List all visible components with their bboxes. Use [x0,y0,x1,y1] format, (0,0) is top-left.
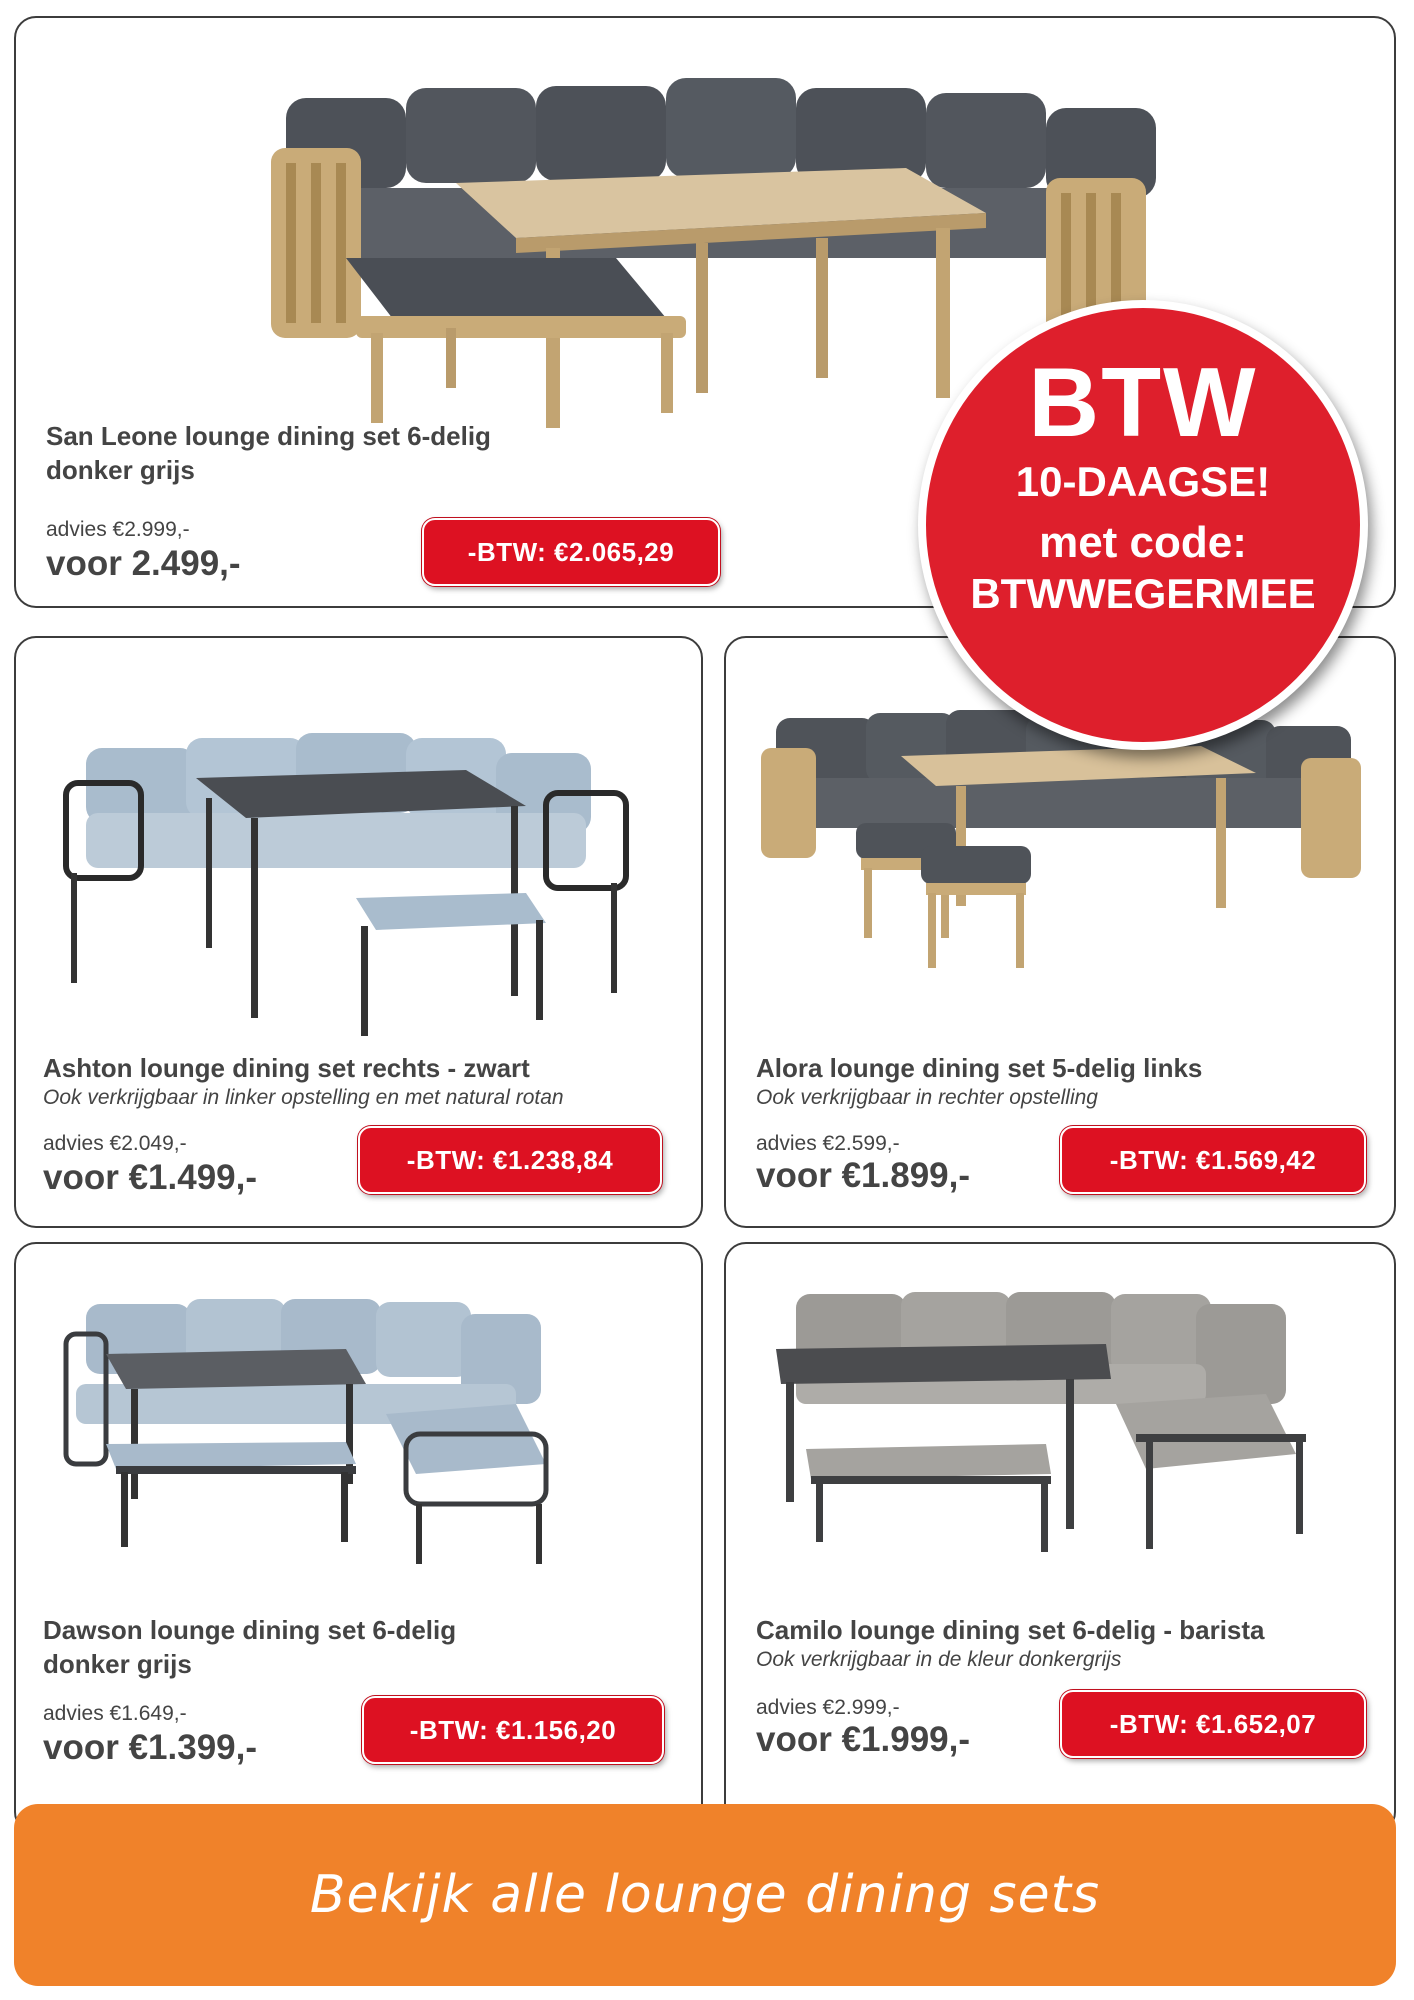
blue-grey-rope-lounge-set-image[interactable] [46,1294,686,1594]
btw-price-badge: -BTW: €2.065,29 [422,518,720,586]
btw-promo-badge [918,300,1368,750]
advies-price: advies €1.649,- [43,1702,187,1725]
view-all-lounge-dining-sets-button[interactable]: Bekijk alle lounge dining sets [14,1804,1396,1986]
advies-price: advies €2.049,- [43,1132,187,1155]
product-title: Ashton lounge dining set rechts - zwart [43,1053,530,1083]
product-title: Camilo lounge dining set 6-delig - barista [756,1615,1265,1645]
product-card-ashton[interactable] [14,636,703,1228]
promo-code-label: met code: [1039,518,1247,567]
sale-price: voor €1.499,- [43,1158,257,1197]
product-title: Dawson lounge dining set 6-delig [43,1615,457,1645]
product-title: San Leone lounge dining set 6-delig [46,421,491,451]
product-title-line2: donker grijs [43,1649,192,1679]
advies-price: advies €2.999,- [46,518,190,541]
sale-price: voor €1.999,- [756,1720,970,1759]
advies-price: advies €2.599,- [756,1132,900,1155]
sale-price: voor €1.399,- [43,1728,257,1767]
sale-price: voor 2.499,- [46,544,241,583]
taupe-aluminium-lounge-set-image[interactable] [766,1284,1366,1584]
product-subtitle: Ook verkrijgbaar in de kleur donkergrijs [756,1648,1122,1671]
sale-price: voor €1.899,- [756,1156,970,1195]
btw-price-badge: -BTW: €1.156,20 [362,1696,664,1764]
light-blue-black-lounge-set-image[interactable] [46,698,686,1048]
product-subtitle: Ook verkrijgbaar in linker opstelling en met natural rotan [43,1086,564,1109]
advies-price: advies €2.999,- [756,1696,900,1719]
btw-price-badge: -BTW: €1.569,42 [1060,1126,1366,1194]
product-card-dawson[interactable] [14,1242,703,1834]
product-card-camilo[interactable] [724,1242,1396,1834]
promo-code: BTWWEGERMEE [970,570,1316,617]
promo-subtitle: 10-DAAGSE! [1015,458,1271,505]
product-title-line2: donker grijs [46,455,195,485]
grey-wood-lounge-set-image[interactable] [756,708,1376,1008]
product-subtitle: Ook verkrijgbaar in rechter opstelling [756,1086,1098,1109]
btw-price-badge: -BTW: €1.652,07 [1060,1690,1366,1758]
product-title: Alora lounge dining set 5-delig links [756,1053,1203,1083]
btw-price-badge: -BTW: €1.238,84 [358,1126,662,1194]
promo-title: BTW [1028,347,1258,457]
